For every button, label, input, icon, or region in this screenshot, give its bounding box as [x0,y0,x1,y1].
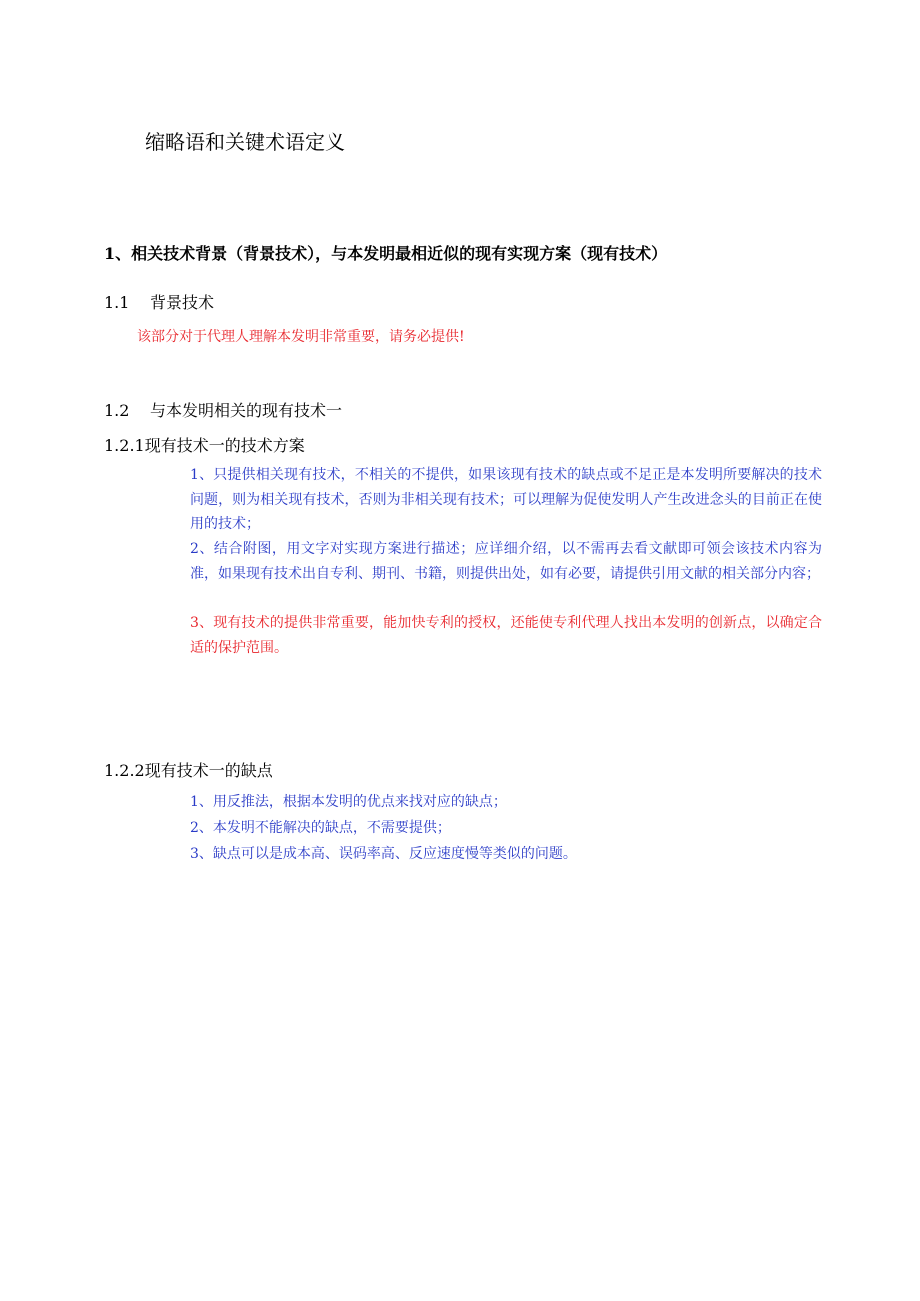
section-1-2-heading [104,398,342,421]
section-number: 1.1 [104,293,130,312]
background-note: 该部分对于代理人理解本发明非常重要，请务必提供! [137,329,465,345]
section-title: 背景技术 [150,293,215,312]
prior-art-instruction-3: 3、现有技术的提供非常重要，能加快专利的授权，还能使专利代理人找出本发明的创新点，以确定合适的保护范围。 [190,615,822,656]
prior-art-instruction-1: 1、只提供相关现有技术，不相关的不提供，如果该现有技术的缺点或不足正是本发明所要解决的技术问题，则为相关现有技术，否则为非相关现有技术；可以理解为促使发明人产生改进念头的目前正在使用的技术； [190,467,822,533]
section-number: 1.2 [104,401,130,420]
drawback-instruction-2: 2、本发明不能解决的缺点，不需要提供； [190,820,451,836]
drawback-instruction-1: 1、用反推法，根据本发明的优点来找对应的缺点； [190,794,507,810]
section-1-2-2-heading: 1.2.2现有技术一的缺点 [104,761,273,780]
prior-art-instruction-2: 2、结合附图，用文字对实现方案进行描述；应详细介绍，以不需再去看文献即可领会该技术内容为准，如果现有技术出自专利、期刊、书籍，则提供出处，如有必要，请提供引用文献的相关部分内容； [190,541,822,582]
abbreviations-title: 缩略语和关键术语定义 [145,130,345,154]
drawback-instruction-3: 3、缺点可以是成本高、误码率高、反应速度慢等类似的问题。 [190,846,577,862]
section-1-1-heading [104,290,214,313]
section-1-heading: 1、相关技术背景（背景技术），与本发明最相近似的现有实现方案（现有技术） [104,244,668,263]
section-title: 与本发明相关的现有技术一 [150,401,343,420]
section-1-2-1-heading: 1.2.1现有技术一的技术方案 [104,436,305,455]
